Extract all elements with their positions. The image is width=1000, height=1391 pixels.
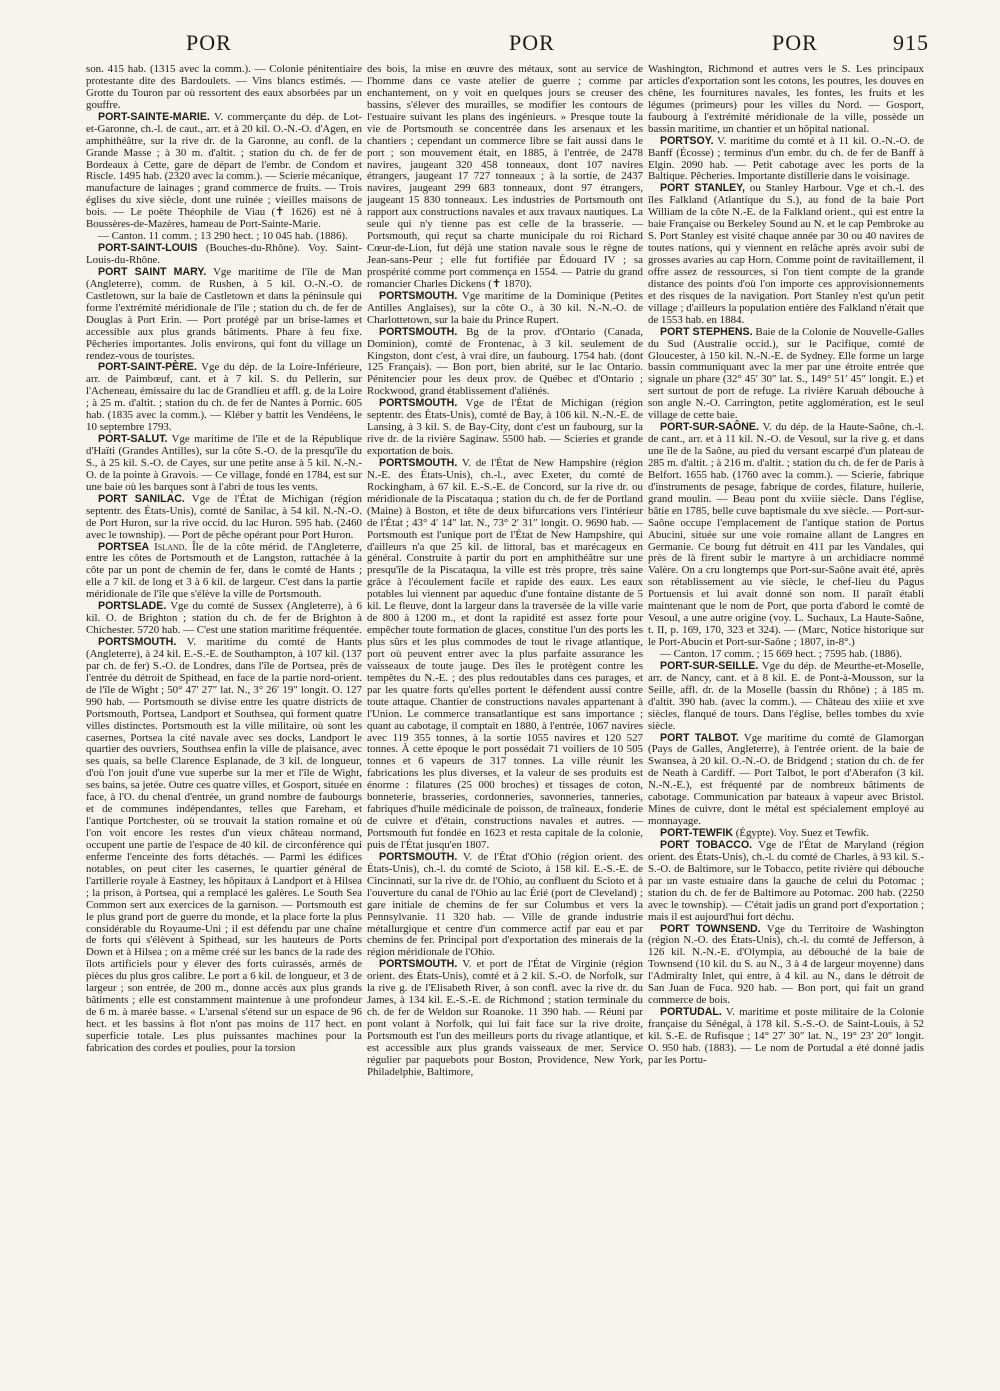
entry-body: Vge du dép. de la Loire-Inférieure, arr. de Paimbœuf, cant. et à 7 kil. S. du Pellerin, sur l'Acheneau, émissaire du lac de Grandlieu et affl. g. de la Loire ; à 25 m. d'altit. ; station du ch. de fer de Nantes à Pornic. 605 hab. (1835 avec la comm.). — Kléber y battit les Vendéens, le 10 septembre 1793. (86, 361, 362, 434)
entry-body: V. du dép. de la Haute-Saône, ch.-l. de cant., arr. et à 11 kil. N.-O. de Vesoul, sur la rive g. et dans une île de la Saône, au pied du versant escarpé d'un plateau de 285 m. d'altit. ; à 216 m. d'altit. ; station du ch. de fer de Paris à Belfort. 1655 hab. (1760 avec la comm.). — Scierie, fabrique d'instruments de pesage, fabrique de cordes, filature, huilerie, grand moulin. — Beau pont du xviiie siècle. Dans l'église, bâtie en 1785, belle cuve baptismale du xve siècle. — Port-sur-Saône occupe l'emplacement de l'antique station de Portus Abucini, située sur une voie romaine allant de Langres en Germanie. Ce bourg fut détruit en 411 par les Vandales, qui près de là firent subir le martyre à un archidiacre nommé Valère. On a cru longtemps que Port-sur-Saône avait été, après son rétablissement au vie siècle, le chef-lieu du Pagus Portuensis et lui avait donné son nom. Il paraît établi maintenant que le nom de Port, que porta d'abord le comté de Vesoul, a une autre origine (voy. L. Suchaux, La Haute-Saône, t. II, p. 169, 170, 323 et 324). — (Marc, Notice historique sur le Port-Abucin et Port-sur-Saône ; 1807, in-8°.) (648, 421, 924, 648)
dictionary-entry (86, 434, 362, 494)
entry-headword: PORTSOY. (660, 134, 714, 147)
dictionary-entry (86, 601, 362, 637)
dictionary-entry (367, 398, 643, 458)
dictionary-entry (648, 661, 924, 733)
dictionary-entry (648, 422, 924, 649)
entry-body: Vge maritime de la Dominique (Petites Antilles Anglaises), sur la côte O., à 30 kil. N.-N.-O. de Charlottetown, sur la baie du Prince Rupert. (367, 289, 643, 326)
entry-headword: PORT STEPHENS. (660, 325, 753, 338)
dictionary-entry (86, 637, 362, 1055)
entry-headword: PORTSMOUTH. (379, 850, 458, 863)
running-header-left: POR (186, 30, 232, 55)
entry-headword: PORT TOWNSEND. (660, 922, 761, 935)
entry-body: V. commerçante du dép. de Lot-et-Garonne, ch.-l. de caut., arr. et à 20 kil. O.-N.-O. d'Agen, en amphithéâtre, sur la rive dr. de la Garonne, au confl. de la Grande Masse ; à 30 m. d'altit. ; station du ch. de fer de Bordeaux à Cette, gare de départ de l'embr. de Condom et Riscle. 1495 hab. (2320 avec la comm.). — Scierie mécanique, manufacture de lainages ; grand commerce de fruits. — Trois églises du xive siècle, dont une ruinée ; vieilles maisons de bois. — Le poète Théophile de Viau (✝ 1626) est né à Boussères-de-Mazères, hameau de Port-Sainte-Marie. (86, 110, 362, 231)
entry-continuation (648, 64, 924, 136)
entry-headword: PORTUDAL. (660, 1006, 722, 1019)
entry-body: V. maritime et poste militaire de la Colonie française du Sénégal, à 178 kil. S.-S.-O. de Saint-Louis, à 52 kil. S.-E. de Rufisque ; 14° 27′ 30″ lat. N., 19° 23′ 20″ longit. O. 950 hab. (1883). — Le nom de Portudal a été donné jadis par les Portu- (648, 1006, 924, 1066)
entry-body: Vge maritime de l'île et de la République d'Haïti (Grandes Antilles), sur la côte S.-O. de la presqu'île du S., à 25 kil. S.-O. de Cayes, sur une petite anse à 5 kil. N.-N.-O. de la pointe à Gravois. — Ce village, fondé en 1784, est sur une baie où les barques sont à l'abri de tous les vents. (86, 433, 362, 493)
running-header-right: POR (772, 30, 818, 55)
text-column-2 (367, 64, 643, 1079)
text-column-3 (648, 64, 924, 1067)
entry-body: (Bouches-du-Rhône). Voy. Saint-Louis-du-Rhône. (86, 242, 362, 266)
entry-body: — Canton. 17 comm. ; 15 669 hect. ; 7595 hab. (1886). (660, 647, 902, 660)
entry-body: Vge de l'État de Michigan (région septentr. des États-Unis), comté de Bay, à 106 kil. N.-N.-E. de Lansing, à 3 kil. S. de Bay-City, dont c'est un faubourg, sur la rive dr. de la rivière Saginaw. 5500 hab. — Scieries et grande exportation de bois. (367, 397, 643, 457)
entry-body: Vge de l'État de Maryland (région orient. des États-Unis), ch.-l. du comté de Charles, à 93 kil. S.-S.-O. de Baltimore, sur le Tobacco, petite rivière qui débouche par un vaste estuaire dans la gauche de celui du Potomac ; station du ch. de fer de Baltimore au Potomac. 200 hab. (2250 avec le township). — C'était jadis un grand port d'exportation ; mais il est aujourd'hui fort déchu. (648, 838, 925, 923)
dictionary-entry (648, 924, 924, 1008)
entry-body: V. maritime du comté de Hants (Angleterre), à 24 kil. E.-S.-E. de Southampton, à 107 kil. (137 par ch. de fer) S.-O. de Londres, dans l'île de Portsea, près de l'entrée du détroit de Spithead, en face de la partie nord-orient. de l'île de Wight ; 50° 47′ 27″ lat. N., 3° 26′ 19″ longit. O. 127 990 hab. — Portsmouth se divise entre les quatre districts de Portsmouth, Portsea, Landport et Southsea, qui forment quatre villes distinctes. Portsmouth est la ville militaire, où sont les casernes, Portsea la cité navale avec ses docks, Landport le quartier des ouvriers, Southsea enfin la ville de plaisance, avec ses quais, sa belle Clarence Esplanade, de 3 kil. de longueur, d'où l'on jouit d'une vue superbe sur la mer et l'île de Wight, ses bains, sa jetée. Outre ces quatre villes, et Gosport, située en face, à l'O. du chenal d'entrée, un grand nombre de faubourgs et de communes indépendantes, telles que Fareham, et l'antique Portchester, où se trouvait la station romaine et où l'on voit encore les restes d'un vieux château normand, occupent une partie de l'espace de 40 kil. de circonférence qui enferme l'enceinte des forts détachés. — Parmi les édifices notables, on peut citer les casernes, le quartier général de l'artillerie royale à Eastney, les hôpitaux à Landport et à Hilsea ; la prison, à Portsea, qui a remplacé les galères. Le South Sea Common sert aux exercices de la garnison. — Portsmouth est le plus grand port de guerre du monde, et la place forte la plus considérable du Royaume-Uni ; il est défendu par une chaîne de forts qui s'élèvent à Spithead, sur les hauteurs de Ports Down et à Hilsea ; on a même créé sur les bancs de la rade des îlots artificiels pour y élever des forts cuirassés, armés de pièces du plus gros calibre. Le port a 6 kil. de longueur, et 3 de largeur ; son entrée, de 200 m., donne accès aux plus grands bâtiments ; elle est constamment maintenue à une profondeur de 6 m. à marée basse. « L'arsenal s'étend sur un espace de 96 hect. et les bassins à flot n'ont pas moins de 117 hect. en superficie totale. Les plus puissantes machines pour la fabrication des cordes et poulies, pour la torsion (86, 636, 362, 1054)
entry-headword: PORT TOBACCO. (660, 838, 753, 851)
entry-body: V. et port de l'État de Virginie (région orient. des États-Unis), comté et à 2 kil. S.-O. de Norfolk, sur la rive g. de l'Elisabeth River, à son confl. avec la rive dr. du James, à 134 kil. E.-S.-E. de Richmond ; station terminale du ch. de fer de Weldon sur Roanoke. 11 390 hab. — Réuni par pont volant à Norfolk, qui lui fait face sur la rive droite, Portsmouth est l'un des meilleurs ports du rivage atlantique, et est accessible aux plus grands vaisseaux de mer. Service régulier par paquebots pour Boston, Providence, New York, Philadelphie, Baltimore, (367, 958, 643, 1078)
entry-headword: PORT-SUR-SEILLE. (660, 659, 759, 672)
entry-headword: PORT-TEWFIK (660, 827, 733, 839)
dictionary-entry (86, 542, 362, 602)
dictionary-entry (648, 136, 924, 184)
entry-body: Vge du Territoire de Washington (région N.-O. des États-Unis), ch.-l. du comté de Jefferson, à 126 kil. N.-N.-E. d'Olympia, au débouché de la baie de Townsend (10 kil. du S. au N., 3 à 4 de largeur moyenne) dans l'Admiralty Inlet, qui entre, à 4 kil. au N., dans le détroit de San Juan de Fuca. 920 hab. — Bon port, qui fait un grand commerce de bois. (648, 922, 924, 1007)
entry-body: Baie de la Colonie de Nouvelle-Galles du Sud (Australie occid.), sur le Pacifique, comté de Gloucester, à 150 kil. N.-N.-E. de Sydney. Elle forme un large bassin communiquant avec la mer par une étroite entrée que signale un phare (32° 45′ 30″ lat. S., 149° 51′ 45″ longit. E.) et sert surtout de port de refuge. La rivière Karuah débouche à son angle N.-O. Carrington, petite agglomération, est le seul village de cette baie. (648, 325, 924, 422)
entry-body: Vge maritime du comté de Glamorgan (Pays de Galles, Angleterre), à l'entrée orient. de la baie de Swansea, à 20 kil. O.-N.-O. de Bridgend ; station du ch. de fer de Neath à Cardiff. — Port Talbot, le port d'Aberafon (3 kil. N.-N.-E.), est fréquenté par de nombreux bâtiments de cabotage. Communication par bateaux à vapeur avec Bristol. Mines de cuivre, dont le métal est spécialement employé au monnayage. (648, 731, 924, 828)
page-number: 915 (893, 30, 929, 55)
entry-headword: PORTSMOUTH. (98, 636, 177, 648)
entry-body: Vge du dép. de Meurthe-et-Moselle, arr. de Nancy, cant. et à 8 kil. E. de Pont-à-Mousson, sur la Seille, affl. dr. de la Moselle (bassin du Rhône) ; à 185 m. d'altit. 390 hab. (avec la comm.). — Château des xiiie et xve siècles, flanqué de tours. Dans l'église, belles tombes du xvie siècle. (648, 659, 924, 732)
dictionary-entry (648, 840, 924, 924)
dictionary-entry (648, 327, 924, 423)
entry-body: Île de la côte mérid. de l'Angleterre, entre les côtes de Portsmouth et de Langston, rattachée à la côte par un pont de chemin de fer, dans le comté de Hants ; elle a 7 kil. de long et 3 à 6 kil. de largeur. C'est dans la partie méridionale de l'île que s'élève la ville de Portsmouth. (86, 540, 362, 601)
dictionary-entry (648, 183, 924, 326)
dictionary-entry (86, 267, 362, 363)
entry-body: Washington, Richmond et autres vers le S. Les principaux articles d'exportation sont les cotons, les poutres, les douves en chêne, les fournitures navales, les fontes, les fruits et les légumes (primeurs) pour les villes du Nord. — Gosport, faubourg à l'extrémité méridionale de la ville, possède un bassin maritime, un chantier et un hôpital national. (648, 63, 924, 135)
dictionary-entry (367, 458, 643, 852)
entry-headword: PORT SANILAC. (98, 492, 185, 505)
entry-continuation (367, 64, 643, 291)
entry-continuation (86, 64, 362, 112)
entry-body: — Canton. 11 comm. ; 13 290 hect. ; 10 045 hab. (1886). (98, 230, 348, 243)
entry-headword: PORTSMOUTH. (379, 289, 458, 302)
dictionary-entry (648, 733, 924, 829)
entry-headword: PORTSMOUTH. (379, 325, 458, 338)
entry-headword: PORTSLADE. (98, 600, 167, 613)
entry-body: Vge de l'État de Michigan (région septentr. des États-Unis), comté de Sanilac, à 54 kil. N.-N.-O. de Port Huron, sur la rive occid. du lac Huron. 595 hab. (2460 avec le township). — Port de pêche opérant pour Port Huron. (86, 492, 362, 541)
dictionary-entry (367, 852, 643, 959)
entry-body: V. de l'État de New Hampshire (région N.-E. des États-Unis), ch.-l., avec Exeter, du comté de Rockingham, à 67 kil. E.-S.-E. de Concord, sur la rive dr. ou méridionale de la Piscataqua ; station du ch. de fer de Portland (Maine) à Boston, et tête de deux bifurcations vers l'intérieur de l'État ; 43° 4′ 14″ lat. N., 73° 2′ 31″ longit. O. 9690 hab. — Portsmouth est l'unique port de l'État de New Hampshire, qui d'ailleurs n'a que 25 kil. de littoral, bas et marécageux en général. Construite à partir du port en amphithéâtre sur une presqu'île de la Piscataqua, la ville est très propre, très saine grâce à l'écoulement facile et rapide des eaux. Les eaux potables lui viennent par aqueduc d'une fontaine distante de 5 kil. Le fleuve, dont la largeur dans la traversée de la ville varie de 800 à 1200 m., et dont la rapidité est assez forte pour empêcher toute formation de glaces, constitue l'un des ports les plus sûrs et les plus commodes de tout le rivage atlantique, port où peuvent entrer avec la plus parfaite assurance les vaisseaux de toute jauge. Des îles le protègent contre les tempêtes du N.-E. ; des plus redoutables dans ces parages, et par les quatre forts qu'elles portent le défendent aussi contre toute attaque. Chantier de constructions navales appartenant à l'Union. Le commerce transatlantique est sans importance ; quant au cabotage, il comptait en 1880, à l'entrée, 1067 navires avec 119 355 tonnes, à la sortie 1055 navires et 120 527 tonnes. À cette époque le port possédait 71 voiliers de 10 505 tonnes et 6 vapeurs de 317 tonnes. La ville réunit les fabrications les plus diverses, et la valeur de ses produits est énorme : filatures (25 000 broches) et tissages de coton, bonneterie, brasseries, cordonneries, savonneries, tanneries, fabriques d'huile médicinale de poisson, de traîneaux, fonderie de cuivre et d'étain, constructions navales et autres. — Portsmouth fut fondée en 1623 et resta capitale de la colonie, puis de l'État jusqu'en 1807. (367, 456, 643, 851)
entry-body: (Égypte). Voy. Suez et Tewfik. (732, 827, 869, 839)
entry-headword: PORT STANLEY, (660, 182, 745, 195)
entry-headword: PORT-SAINT-PÈRE. (98, 361, 197, 374)
entry-headword: PORT-SAINTE-MARIE. (98, 110, 210, 123)
entry-body: Vge maritime de l'île de Man (Angleterre), comm. de Rushen, à 5 kil. O.-N.-O. de Castletown, sur la baie de Castletown et dans la péninsule qui forme l'extrémité méridionale de l'île ; station du ch. de fer de Douglas à Port Erin. — Port protégé par un brise-lames et accessible aux plus grands bâtiments. Phare à feu fixe. Pêcheries importantes. Jolis environs, qui font du village un rendez-vous de touristes. (86, 265, 362, 362)
entry-body: V. maritime du comté et à 11 kil. O.-N.-O. de Banff (Écosse) ; terminus d'un embr. du ch. de fer de Banff à Elgin. 2090 hab. — Petit cabotage avec les ports de la Baltique. Pêcheries. Importante distillerie dans le voisinage. (648, 134, 924, 183)
entry-headword: PORTSMOUTH. (379, 397, 458, 410)
entry-body: Bg de la prov. d'Ontario (Canada, Dominion), comté de Frontenac, à 3 kil. seulement de Kingston, dont c'est, à vrai dire, un faubourg. 1754 hab. (dont 125 Français). — Bon port, bien abrité, sur le lac Ontario. Pénitencier pour les deux prov. de Québec et d'Ontario ; Rockwood, grand établissement d'aliénés. (367, 325, 643, 398)
entry-body: des bois, la mise en œuvre des métaux, sont au service de l'homme dans ce vaste atelier de guerre ; comme par enchantement, on y voit en quelques jours se creuser des bassins, s'élever des murailles, se modifier les contours de l'estuaire suivant les plans des ingénieurs. » Presque toute la vie de Portsmouth se concentrée dans les arsenaux et les chantiers ; cependant un commerce libre se fait aussi dans le port ; son mouvement était, en 1885, à l'entrée, de 2478 navires, jaugeant 320 458 tonneaux, dont 107 navires étrangers, jaugeant 17 727 tonneaux ; à la sortie, de 2437 navires, jaugeant 299 683 tonneaux, dont 97 étrangers, jaugeant 15 830 tonneaux. Les industries de Portsmouth ont rapport aux constructions navales et aux travaux nautiques. La seule qui n'y tienne pas est celle de la brasserie. — Portsmouth, qui reçut sa charte municipale du roi Richard Cœur-de-Lion, fut déjà une station navale sous le règne de Jean-sans-Peur ; elle fut fortifiée par Édouard IV ; sa prospérité comme port commença en 1554. — Patrie du grand romancier Charles Dickens (✝ 1870). (367, 63, 643, 290)
dictionary-entry (86, 112, 362, 231)
entry-headword: PORTSMOUTH. (379, 958, 458, 971)
entry-headword: PORT TALBOT. (660, 731, 739, 744)
entry-body: Vge du comté de Sussex (Angleterre), à 6 kil. O. de Brighton ; station du ch. de fer de Brighton à Chichester. 5720 hab. — C'est une station maritime fréquentée. (86, 600, 362, 637)
running-header-center: POR (509, 30, 555, 55)
dictionary-entry (86, 243, 362, 267)
entry-headword: PORT-SAINT-LOUIS (98, 242, 198, 255)
entry-headword-suffix: Island. (149, 540, 188, 553)
dictionary-entry (367, 959, 643, 1078)
dictionary-entry (367, 291, 643, 327)
dictionary-entry (648, 1007, 924, 1067)
entry-headword: PORTSMOUTH. (379, 456, 458, 469)
entry-headword: PORTSEA (98, 540, 150, 553)
entry-headword: PORT SAINT MARY. (98, 265, 207, 278)
text-column-1 (86, 64, 362, 1055)
entry-body: son. 415 hab. (1315 avec la comm.). — Colonie pénitentiaire protestante dite des Bardoulets. — Vins blancs estimés. — Grotte du Touron par où ressortent des eaux absorbées par un gouffre. (86, 63, 362, 111)
entry-headword: PORT-SUR-SAÔNE. (660, 421, 759, 434)
entry-body: ou Stanley Harbour. Vge et ch.-l. des îles Falkland (Atlantique du S.), au fond de la baie Port William de la côte N.-E. de la Falkland orient., qui est entre la baie Française ou Berkeley Sound au N. et le cap Pembroke au S. Port Stanley est visité chaque année par 30 ou 40 navires de toutes nations, qui y viennent en relâche après avoir subi de grosses avaries au cap Horn. Comme point de ravitaillement, il offre assez de ressources, si l'on tient compte de la grande distance des points d'où l'on importe ces approvisionnements et des risques de la navigation. Port Stanley n'est qu'un petit village ; d'ailleurs la population entière des Falkland n'était que de 1553 hab. en 1884. (648, 182, 924, 326)
entry-body: V. de l'État d'Ohio (région orient. des États-Unis), ch.-l. du comté de Scioto, à 158 kil. E.-S.-E. de Cincinnati, sur la rive dr. de l'Ohio, au confluent du Scioto et à l'ouverture du canal de l'Ohio au lac Érié (port de Cleveland) ; gare initiale de chemins de fer sur Columbus et vers la Pennsylvanie. 11 320 hab. — Ville de grande industrie métallurgique et centre d'un commerce actif par eau et par chemins de fer. Principal port d'exportation des minerais de la région méridionale de l'Ohio. (367, 850, 643, 959)
dictionary-entry (86, 362, 362, 434)
dictionary-entry (367, 327, 643, 399)
entry-headword: PORT-SALUT. (98, 433, 168, 446)
dictionary-entry (86, 494, 362, 542)
